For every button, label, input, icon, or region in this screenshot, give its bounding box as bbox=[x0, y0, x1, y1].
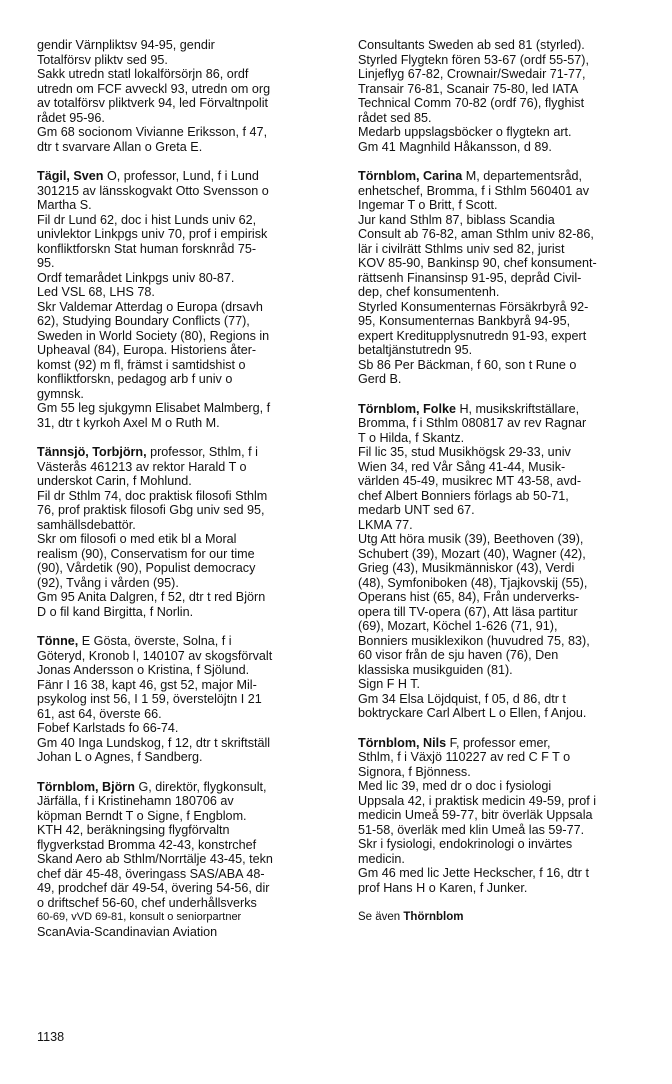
entry-line: Tännsjö, Torbjörn, professor, Sthlm, f i bbox=[37, 445, 258, 459]
entry-name: Tännsjö, Torbjörn, bbox=[37, 445, 147, 459]
right-column bbox=[358, 38, 656, 925]
entry-line: lär i civilrätt Sthlms univ sed 82, jurist bbox=[358, 241, 565, 256]
entry-line: Bonniers musiklexikon (huvudred 75, 83), bbox=[358, 633, 590, 648]
entry-line: Skr om filosofi o med etik bl a Moral bbox=[37, 532, 237, 546]
entry-line: dtr t svarvare Allan o Greta E. bbox=[37, 139, 203, 154]
entry-line: 301215 av länsskogvakt Otto Svensson o bbox=[37, 183, 269, 198]
entry-line: KTH 42, beräkningsing flygförvaltn bbox=[37, 823, 230, 837]
entry-line: Styrled Flygtekn fören 53-67 (ordf 55-57), bbox=[358, 52, 589, 67]
entry-line: Västerås 461213 av rektor Harald T o bbox=[37, 459, 247, 474]
entry-line: Törnblom, Björn G, direktör, flygkonsult, bbox=[37, 779, 267, 794]
entry-line: Grieg (43), Musikmänniskor (43), Verdi bbox=[358, 561, 575, 575]
entry-line: Gm 41 Magnhild Håkansson, d 89. bbox=[358, 139, 552, 154]
entry-line: Jur kand Sthlm 87, biblass Scandia bbox=[358, 212, 555, 227]
entry-line: Upheaval (84), Europa. Historiens åter- bbox=[37, 343, 257, 357]
entry-line: Skand Aero ab Sthlm/Norrtälje 43-45, tekn bbox=[37, 852, 273, 866]
entry-line: enhetschef, Bromma, f i Sthlm 560401 av bbox=[358, 183, 590, 198]
entry-line: Schubert (39), Mozart (40), Wagner (42), bbox=[358, 546, 586, 561]
entry-line: Wien 34, red Vår Sång 41-44, Musik- bbox=[358, 459, 566, 474]
entry-line: Gm 55 leg sjukgymn Elisabet Malmberg, f bbox=[37, 401, 271, 415]
entry-line: (48), Symfoniboken (48), Tjajkovskij (55), bbox=[358, 575, 588, 590]
entry-line: LKMA 77. bbox=[358, 517, 413, 532]
entry-line: Uppsala 42, i praktisk medicin 49-59, prof i bbox=[358, 793, 596, 808]
entry-line: samhällsdebattör. bbox=[37, 517, 136, 532]
entry-line: Jonas Andersson o Kristina, f Sjölund. bbox=[37, 663, 250, 677]
entry-name: Törnblom, Carina bbox=[358, 169, 463, 183]
entry-line: Gm 34 Elsa Löjdquist, f 05, d 86, dtr t bbox=[358, 691, 566, 706]
entry-line: Signora, f Bjönness. bbox=[358, 764, 471, 779]
entry-name: Tägil, Sven bbox=[37, 169, 104, 183]
entry-line: Göteryd, Kronob l, 140107 av skogsförvalt bbox=[37, 648, 273, 663]
entry-name: Törnblom, Björn bbox=[37, 779, 135, 794]
entry-line: chef Albert Bonniers förlags ab 50-71, bbox=[358, 488, 569, 503]
biography-entry bbox=[37, 780, 343, 940]
entry-line: Törnblom, Nils F, professor emer, bbox=[358, 735, 551, 750]
entry-line: 95, Konsumenternas Bankbyrå 94-95, bbox=[358, 314, 571, 328]
entry-name: Tönne, bbox=[37, 634, 79, 648]
entry-line: Ingemar T o Britt, f Scott. bbox=[358, 198, 498, 212]
see-also-name: Thörnblom bbox=[403, 911, 464, 923]
entry-line: 62), Studying Boundary Conflicts (77), bbox=[37, 314, 250, 328]
entry-line: Ordf temarådet Linkpgs univ 80-87. bbox=[37, 270, 235, 285]
entry-line: Sign F H T. bbox=[358, 677, 421, 691]
entry-line: av totalförsv pliktverk 94, led Förvaltnpolit bbox=[37, 96, 268, 110]
entry-line: expert Kreditupplysnutredn 91-93, expert bbox=[358, 328, 587, 343]
entry-line: gendir Värnpliktsv 94-95, gendir bbox=[37, 38, 215, 52]
entry-line: konfliktforskn Stat human forsknråd 75- bbox=[37, 241, 257, 256]
entry-line: Fänr I 16 38, kapt 46, gst 52, major Mil- bbox=[37, 677, 257, 692]
entry-line: köpman Berndt T o Signe, f Engblom. bbox=[37, 808, 247, 823]
entry-line: Johan L o Agnes, f Sandberg. bbox=[37, 750, 203, 764]
entry-line: (90), Vårdetik (90), Populist democracy bbox=[37, 561, 256, 575]
entry-line: 31, dtr t kyrkoh Axel M o Ruth M. bbox=[37, 415, 220, 430]
left-column bbox=[37, 38, 343, 954]
entry-line: D o fil kand Birgitta, f Norlin. bbox=[37, 604, 194, 619]
biography-entry bbox=[37, 445, 343, 619]
entry-line: Martha S. bbox=[37, 198, 92, 212]
entry-line: Consult ab 76-82, aman Sthlm univ 82-86, bbox=[358, 227, 594, 241]
entry-line: T o Hilda, f Skantz. bbox=[358, 430, 465, 445]
entry-line: boktryckare Carl Albert L o Ellen, f Anjou. bbox=[358, 706, 587, 720]
entry-line: medicin. bbox=[358, 851, 405, 866]
entry-line: underskot Carin, f Mohlund. bbox=[37, 474, 192, 488]
entry-line: Fil dr Lund 62, doc i hist Lunds univ 62, bbox=[37, 212, 257, 227]
entry-line: Med lic 39, med dr o doc i fysiologi bbox=[358, 779, 552, 793]
entry-line: 49, prodchef där 49-54, övering 54-56, dir bbox=[37, 881, 270, 895]
biography-continuation bbox=[358, 38, 656, 154]
entry-line: (69), Mozart, Köchel 1-626 (71, 91), bbox=[358, 619, 558, 633]
entry-line: Sthlm, f i Växjö 110227 av red C F T o bbox=[358, 750, 571, 764]
biography-continuation bbox=[37, 38, 343, 154]
entry-line: chef där 45-48, överingass SAS/ABA 48- bbox=[37, 866, 265, 881]
entry-name: Törnblom, Folke bbox=[358, 401, 456, 416]
entry-line: medicin Umeå 59-77, bitr överläk Uppsala bbox=[358, 808, 593, 822]
entry-line: rådet 95-96. bbox=[37, 110, 105, 125]
entry-line: Consultants Sweden ab sed 81 (styrled). bbox=[358, 38, 585, 52]
entry-line: Gerd B. bbox=[358, 372, 402, 386]
see-also-reference bbox=[358, 910, 656, 925]
entry-line: psykolog inst 56, I 1 59, överstelöjtn I 21 bbox=[37, 692, 262, 706]
entry-line: o driftschef 56-60, chef underhållsverks bbox=[37, 895, 257, 910]
entry-line: univlektor Linkpgs univ 70, prof i empirisk bbox=[37, 227, 268, 241]
entry-line: 51-58, överläk med klin Umeå las 59-77. bbox=[358, 822, 585, 837]
entry-line: KOV 85-90, Bankinsp 90, chef konsument- bbox=[358, 256, 597, 270]
entry-line: Skr i fysiologi, endokrinologi o invärtes bbox=[358, 837, 573, 851]
entry-line: 60-69, vVD 69-81, konsult o seniorpartner bbox=[37, 911, 242, 923]
entry-line: Linjeflyg 67-82, Crownair/Swedair 71-77, bbox=[358, 67, 586, 81]
entry-line: Törnblom, Carina M, departementsråd, bbox=[358, 169, 582, 183]
entry-line: 95. bbox=[37, 256, 55, 270]
entry-line: Sb 86 Per Bäckman, f 60, son t Rune o bbox=[358, 357, 577, 372]
entry-line: Fobef Karlstads fo 66-74. bbox=[37, 721, 179, 735]
entry-line: 76, prof praktisk filosofi Gbg univ sed 95, bbox=[37, 503, 265, 517]
entry-line: medarb UNT sed 67. bbox=[358, 503, 475, 517]
see-also-prefix: Se även bbox=[358, 911, 404, 923]
entry-line: ScanAvia-Scandinavian Aviation bbox=[37, 924, 218, 939]
entry-line: (92), Tvång i vården (95). bbox=[37, 575, 179, 590]
biography-entry bbox=[37, 634, 343, 765]
entry-line: rådet sed 85. bbox=[358, 110, 432, 125]
entry-line: prof Hans H o Karen, f Junker. bbox=[358, 880, 528, 895]
entry-line: dep, chef konsumentenh. bbox=[358, 285, 500, 299]
entry-line: Transair 76-81, Scanair 75-80, led IATA bbox=[358, 81, 579, 96]
entry-line: Gm 40 Inga Lundskog, f 12, dtr t skriftställ bbox=[37, 735, 271, 750]
entry-line: rättsenh Finansinsp 91-95, depråd Civil- bbox=[358, 270, 582, 285]
entry-line: Medarb uppslagsböcker o flygtekn art. bbox=[358, 125, 572, 139]
entry-line: Totalförsv pliktv sed 95. bbox=[37, 52, 168, 67]
entry-line: Styrled Konsumenternas Försäkrbyrå 92- bbox=[358, 299, 589, 314]
page-number: 1138 bbox=[37, 1030, 65, 1044]
entry-line: flygverkstad Bromma 42-43, konstrchef bbox=[37, 837, 257, 852]
biography-entry bbox=[358, 736, 656, 896]
entry-name: Törnblom, Nils bbox=[358, 735, 447, 750]
entry-line: Tönne, E Gösta, överste, Solna, f i bbox=[37, 634, 232, 648]
entry-line: klassiska musikguiden (81). bbox=[358, 662, 513, 677]
entry-line: 60 visor från de sju haven (76), Den bbox=[358, 648, 559, 662]
entry-line: gymnsk. bbox=[37, 386, 84, 401]
entry-line: Tägil, Sven O, professor, Lund, f i Lund bbox=[37, 169, 259, 183]
biography-entry bbox=[358, 169, 656, 387]
biography-entry bbox=[37, 169, 343, 430]
entry-line: komst (92) m fl, främst i samtidshist o bbox=[37, 357, 246, 372]
entry-line: Gm 68 socionom Vivianne Eriksson, f 47, bbox=[37, 125, 268, 139]
entry-line: Gm 95 Anita Dalgren, f 52, dtr t red Björn bbox=[37, 590, 266, 604]
entry-line: Sakk utredn statl lokalförsörjn 86, ordf bbox=[37, 67, 249, 81]
entry-line: utredn om FCF avveckl 93, utredn om org bbox=[37, 81, 271, 96]
entry-line: Skr Valdemar Atterdag o Europa (drsavh bbox=[37, 299, 263, 314]
entry-line: Operans hist (65, 84), Från underverks- bbox=[358, 590, 580, 604]
entry-line: betaltjänstutredn 95. bbox=[358, 343, 473, 357]
entry-line: Bromma, f i Sthlm 080817 av rev Ragnar bbox=[358, 416, 587, 430]
entry-line: Gm 46 med lic Jette Heckscher, f 16, dtr t bbox=[358, 866, 589, 880]
entry-line: Technical Comm 70-82 (ordf 76), flyghist bbox=[358, 96, 585, 110]
entry-line: Fil lic 35, stud Musikhögsk 29-33, univ bbox=[358, 445, 571, 459]
entry-line: Järfälla, f i Kristinehamn 180706 av bbox=[37, 794, 234, 808]
entry-line: 61, ast 64, överste 66. bbox=[37, 706, 162, 721]
entry-line: konfliktforskn, pedagog arb f univ o bbox=[37, 372, 233, 386]
entry-line: Fil dr Sthlm 74, doc praktisk filosofi Sthlm bbox=[37, 488, 268, 503]
entry-line: realism (90), Conservatism for our time bbox=[37, 546, 255, 561]
entry-line: Törnblom, Folke H, musikskriftställare, bbox=[358, 401, 580, 416]
entry-line: Utg Att höra musik (39), Beethoven (39), bbox=[358, 532, 584, 546]
entry-line: opera till TV-opera (67), Att läsa partitur bbox=[358, 604, 578, 619]
entry-line: världen 45-49, musikrec MT 43-58, avd- bbox=[358, 474, 582, 488]
entry-line: Sweden in World Society (80), Regions in bbox=[37, 328, 270, 343]
biography-entry bbox=[358, 402, 656, 721]
entry-line: Led VSL 68, LHS 78. bbox=[37, 285, 155, 299]
